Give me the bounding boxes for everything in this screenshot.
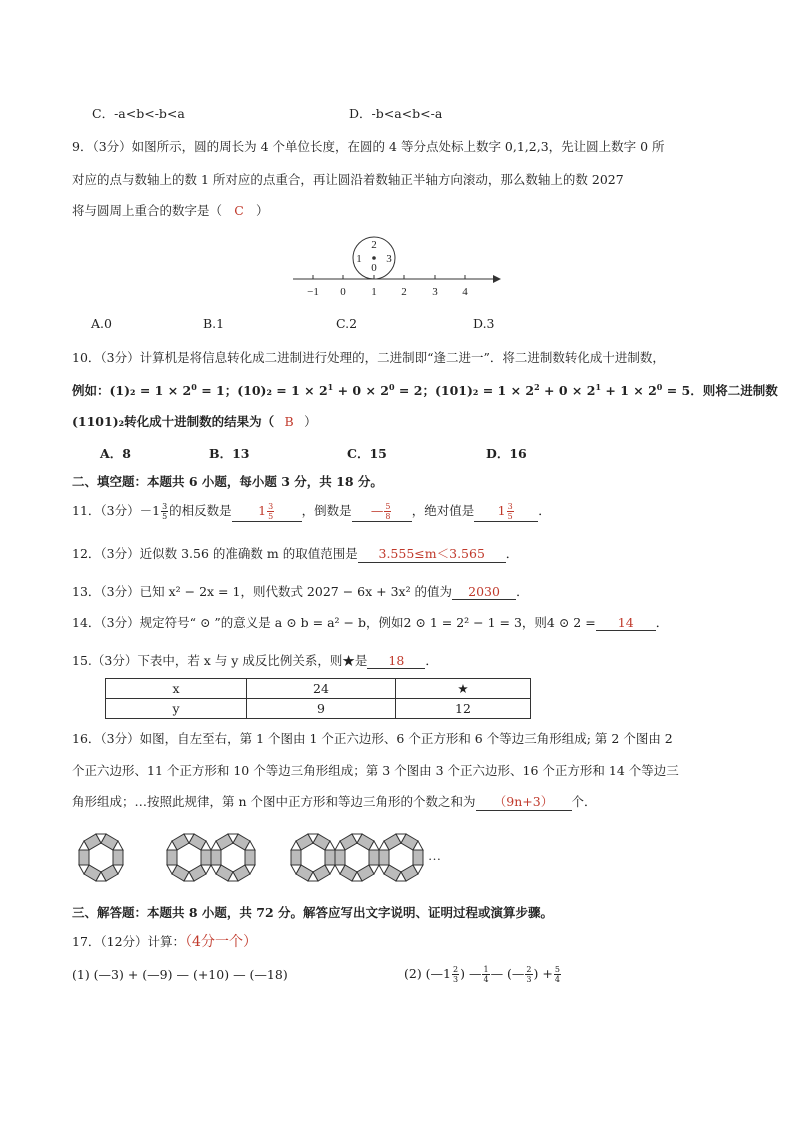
q15: 15.（3分）下表中，若 x 与 y 成反比例关系，则★是 18 ． (72, 653, 438, 668)
q16-answer: （9n+3） (476, 792, 572, 811)
q15-answer: 18 (367, 653, 425, 669)
table-cell: 24 (247, 679, 396, 699)
q10-option-d: D．16 (486, 446, 527, 461)
q9-line1: 9．（3分）如图所示，圆的周长为 4 个单位长度，在圆的 4 等分点处标上数字 0,1,2,3，先让圆上数字 0 所 (72, 139, 665, 154)
table-row (106, 699, 531, 719)
q11-answer-reciprocal: — $\frac{5}{8}$ (352, 502, 412, 522)
table-cell: ★ (396, 679, 531, 699)
q10-option-b: B．13 (209, 446, 250, 461)
tick-label: 0 (340, 286, 346, 298)
section3-heading: 三、解答题：本题共 8 小题，共 72 分。解答应写出文字说明、证明过程或演算步骤。 (72, 905, 554, 920)
q11-answer-absolute: 1 $\frac{3}{5}$ (474, 502, 538, 522)
q16-line2: 个正六边形、11 个正方形和 10 个等边三角形组成；第 3 个图由 3 个正六边形、16 个正方形和 14 个等边三 (72, 763, 679, 778)
q8-option-d: D．-b<a<b<-a (349, 106, 443, 121)
q16-line3: 角形组成；…按照此规律，第 n 个图中正方形和等边三角形的个数之和为 （9n+3） 个． (72, 794, 597, 809)
circle-label-1: 1 (356, 253, 362, 265)
figure-1 (79, 834, 123, 881)
q14-answer: 14 (596, 615, 656, 631)
q9-option-a: A.0 (91, 316, 112, 331)
q17-part2: (2) (—1 $\frac{2}{3}$ ) — $\frac{1}{4}$ — (— $\frac{2}{3}$ ) + $\frac{5}{4}$ (404, 965, 560, 984)
q9-option-c: C.2 (336, 316, 358, 331)
q9-line2: 对应的点与数轴上的数 1 所对应的点重合，再让圆沿着数轴正半轴方向滚动，那么数轴上的数 2027 (72, 172, 624, 187)
pattern-ellipsis: … (428, 848, 441, 863)
table-cell: y (106, 699, 247, 719)
q9-number-line-figure (285, 233, 505, 305)
circle-label-0: 0 (371, 262, 377, 274)
q9-option-b: B.1 (203, 316, 225, 331)
q17-part1: (1) (—3) + (—9) — (+10) — (—18) (72, 967, 288, 982)
circle-label-3: 3 (386, 253, 392, 265)
q15-table (105, 678, 531, 719)
figure-3 (291, 834, 423, 881)
q9-line3: 将与圆周上重合的数字是（ C ） (72, 203, 269, 218)
tick-label: 2 (401, 286, 407, 298)
q16-pattern-figures (70, 826, 470, 890)
q9-option-d: D.3 (473, 316, 495, 331)
table-cell: x (106, 679, 247, 699)
q10-option-a: A．8 (100, 446, 131, 461)
q12-answer: 3.555≤m＜3.565 (358, 544, 506, 563)
section2-heading: 二、填空题：本题共 6 小题，每小题 3 分，共 18 分。 (72, 474, 383, 489)
circle-label-2: 2 (371, 239, 377, 251)
table-cell: 9 (247, 699, 396, 719)
q13: 13．（3分）已知 x² − 2x = 1，则代数式 2027 − 6x + 3x² 的值为 2030 ． (72, 584, 529, 599)
tick-label: 1 (371, 286, 377, 298)
q12: 12．（3分）近似数 3.56 的准确数 m 的取值范围是 3.555≤m＜3.565 ． (72, 546, 519, 561)
q8-option-c: C．-a<b<-b<a (92, 106, 185, 121)
tick-label: 4 (462, 286, 468, 298)
table-row (106, 679, 531, 699)
q9-answer: C (234, 203, 244, 218)
q10-option-c: C．15 (347, 446, 387, 461)
q17-note: （4分一个） (185, 934, 257, 950)
q11-answer-opposite: 1 $\frac{3}{5}$ (232, 502, 302, 522)
q10-answer: B (284, 414, 294, 429)
q17-heading: 17．（12分）计算：（4分一个） (72, 934, 257, 950)
q10-line2: 例如：$(1)_2 = 1 \times 2^0 = 1$；$(10)_2 = 1 \times 2^1 + 0 \times 2^0 = 2$；$(101)_2 = 1 \times 2^2 + 0 \times 2^1 + 1 \times 2^0 = 5$．则将二进制数 (72, 381, 778, 398)
q11: 11．（3分）－1 $\frac{3}{5}$ 的相反数是 1 $\frac{3}{5}$ ，倒数是 — $\frac{5}{8}$ ，绝对值是 1 $\frac{3}{5}$ ． (72, 502, 551, 521)
figure-2 (167, 834, 255, 881)
table-cell: 12 (396, 699, 531, 719)
q10-line1: 10．（3分）计算机是将信息转化成二进制进行处理的，二进制即“逢二进一”．将二进制数转化成十进制数， (72, 350, 665, 365)
q16-line1: 16．（3分）如图，自左至右，第 1 个图由 1 个正六边形、6 个正方形和 6 个等边三角形组成; 第 2 个图由 2 (72, 731, 673, 746)
q14: 14．（3分）规定符号“ ⊙ ”的意义是 a ⊙ b = a² − b，例如2 ⊙ 1 = 2² − 1 = 3，则4 ⊙ 2 = 14 ． (72, 615, 669, 630)
q10-line3: (1101)₂转化成十进制数的结果为（ B ） (72, 414, 317, 429)
q13-answer: 2030 (452, 584, 516, 600)
tick-label: 3 (432, 286, 438, 298)
tick-label: −1 (307, 286, 319, 298)
axis-ticks (313, 275, 465, 279)
